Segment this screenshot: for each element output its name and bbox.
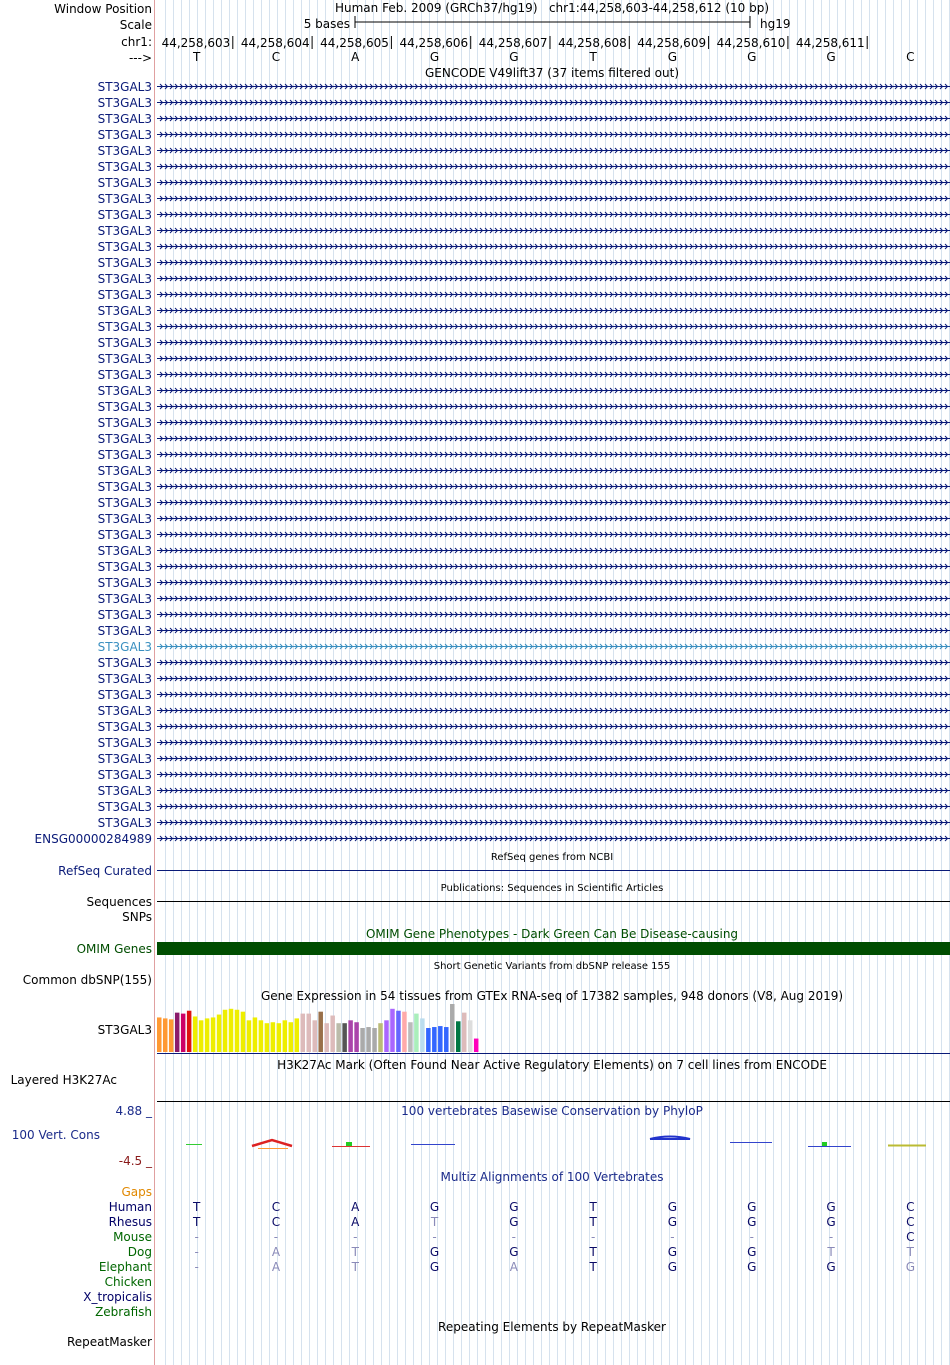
multiz-aligned-base: T xyxy=(589,1260,597,1274)
gtex-tissue-bar[interactable] xyxy=(444,1027,449,1052)
window-position-text: Human Feb. 2009 (GRCh37/hg19) chr1:44,258,603-44,258,612 (10 bp) xyxy=(334,1,770,15)
multiz-aligned-base: A xyxy=(271,1245,281,1259)
gencode-gene-label[interactable]: ST3GAL3 xyxy=(97,512,152,526)
reference-base: C xyxy=(906,50,915,64)
multiz-aligned-base: G xyxy=(667,1245,678,1259)
multiz-aligned-base: G xyxy=(747,1200,757,1214)
gencode-gene-label[interactable]: ST3GAL3 xyxy=(97,368,152,382)
gencode-transcript[interactable] xyxy=(157,116,950,121)
gencode-gene-label[interactable]: ST3GAL3 xyxy=(97,256,152,270)
multiz-aligned-base: - xyxy=(194,1245,199,1259)
gencode-gene-label[interactable]: ST3GAL3 xyxy=(97,592,152,606)
multiz-aligned-base: G xyxy=(667,1260,678,1274)
gencode-gene-label[interactable]: ST3GAL3 xyxy=(97,800,152,814)
multiz-aligned-base: G xyxy=(667,1200,678,1214)
gtex-tissue-bar[interactable] xyxy=(390,1009,395,1052)
reference-base: G xyxy=(667,50,678,64)
gencode-transcript[interactable] xyxy=(157,580,950,585)
gencode-transcript[interactable] xyxy=(157,516,950,521)
multiz-track-title[interactable]: Multiz Alignments of 100 Vertebrates xyxy=(440,1170,664,1184)
gencode-transcript[interactable] xyxy=(157,820,950,825)
gencode-transcript[interactable] xyxy=(157,692,950,697)
multiz-species-label[interactable]: Rhesus xyxy=(108,1215,152,1229)
reference-base: A xyxy=(351,50,360,64)
gtex-tissue-bar[interactable] xyxy=(181,1014,186,1052)
gencode-gene-label[interactable]: ST3GAL3 xyxy=(97,576,152,590)
ruler-position-label: 44,258,606 xyxy=(399,36,469,50)
multiz-aligned-base: G xyxy=(747,1260,757,1274)
multiz-aligned-base: G xyxy=(826,1260,836,1274)
gencode-gene-label[interactable]: ST3GAL3 xyxy=(97,208,152,222)
gencode-transcript[interactable] xyxy=(157,372,950,377)
gencode-gene-label[interactable]: ST3GAL3 xyxy=(97,672,152,686)
gencode-transcript[interactable] xyxy=(157,452,950,457)
gtex-tissue-bar[interactable] xyxy=(366,1027,371,1052)
gencode-transcript[interactable] xyxy=(157,212,950,217)
reference-base: T xyxy=(192,50,201,64)
gtex-tissue-bar[interactable] xyxy=(265,1023,270,1052)
gtex-tissue-bar[interactable] xyxy=(420,1018,425,1052)
gencode-transcript[interactable] xyxy=(157,756,950,761)
gencode-gene-label[interactable]: ST3GAL3 xyxy=(97,160,152,174)
gencode-transcript[interactable] xyxy=(157,500,950,505)
multiz-aligned-base: G xyxy=(667,1215,678,1229)
gencode-gene-label[interactable]: ST3GAL3 xyxy=(97,816,152,830)
gtex-tissue-bar[interactable] xyxy=(199,1020,204,1052)
multiz-gaps-label[interactable]: Gaps xyxy=(121,1185,152,1199)
gencode-transcript[interactable] xyxy=(157,628,950,633)
ruler-position-label: 44,258,608 xyxy=(558,36,627,50)
h3k27ac-track-title[interactable]: H3K27Ac Mark (Often Found Near Active Regulatory Elements) on 7 cell lines from ENCODE xyxy=(277,1058,827,1072)
refseq-track-title[interactable]: RefSeq genes from NCBI xyxy=(490,852,614,863)
multiz-aligned-base: T xyxy=(589,1215,597,1229)
gtex-tissue-bar[interactable] xyxy=(229,1009,234,1052)
gencode-transcript[interactable] xyxy=(157,132,950,137)
gtex-tissue-bar[interactable] xyxy=(396,1011,401,1052)
multiz-aligned-base: T xyxy=(827,1245,835,1259)
gencode-transcript[interactable] xyxy=(157,180,950,185)
omim-track-title[interactable]: OMIM Gene Phenotypes - Dark Green Can Be Disease-causing xyxy=(365,927,739,941)
gtex-tissue-bar[interactable] xyxy=(205,1018,210,1052)
gtex-tissue-bar[interactable] xyxy=(348,1020,353,1052)
multiz-aligned-base: G xyxy=(429,1245,440,1259)
gtex-tissue-bar[interactable] xyxy=(336,1023,341,1052)
gtex-tissue-bar[interactable] xyxy=(414,1014,419,1052)
gencode-transcript[interactable] xyxy=(157,548,950,553)
gtex-tissue-bar[interactable] xyxy=(223,1010,228,1052)
gencode-transcript[interactable] xyxy=(157,100,950,105)
multiz-aligned-base: - xyxy=(511,1230,517,1244)
multiz-aligned-base: - xyxy=(670,1230,675,1244)
omim-gene-bar[interactable] xyxy=(157,942,950,955)
gencode-track-title[interactable]: GENCODE V49lift37 (37 items filtered out) xyxy=(424,66,680,80)
base-position-ruler[interactable] xyxy=(162,36,868,50)
ruler-position-label: 44,258,611 xyxy=(795,36,865,50)
gencode-gene-label[interactable]: ST3GAL3 xyxy=(97,720,152,734)
gencode-gene-label[interactable]: ST3GAL3 xyxy=(97,656,152,670)
multiz-aligned-base: - xyxy=(194,1230,199,1244)
gencode-gene-label[interactable]: ST3GAL3 xyxy=(97,144,152,158)
multiz-species-label[interactable]: Zebrafish xyxy=(95,1305,152,1319)
gtex-tissue-bar[interactable] xyxy=(432,1027,437,1052)
reference-base: G xyxy=(747,50,757,64)
gtex-tissue-bar[interactable] xyxy=(426,1028,431,1052)
multiz-aligned-base: G xyxy=(429,1200,440,1214)
gencode-gene-label[interactable]: ST3GAL3 xyxy=(97,304,152,318)
gencode-transcript[interactable] xyxy=(157,340,950,345)
gencode-gene-label[interactable]: ST3GAL3 xyxy=(97,560,152,574)
phylop-max-label: 4.88 _ xyxy=(115,1104,152,1118)
gencode-transcript[interactable] xyxy=(157,804,950,809)
gencode-gene-label[interactable]: ST3GAL3 xyxy=(97,752,152,766)
multiz-aligned-base: A xyxy=(271,1260,281,1274)
multiz-aligned-base: C xyxy=(271,1215,281,1229)
gtex-tissue-bar[interactable] xyxy=(235,1010,240,1052)
gencode-gene-label[interactable]: ST3GAL3 xyxy=(97,112,152,126)
gencode-transcript[interactable] xyxy=(157,164,950,169)
scale-db: hg19 xyxy=(760,17,791,31)
gtex-tissue-bar[interactable] xyxy=(438,1026,443,1052)
gencode-transcript[interactable] xyxy=(157,468,950,473)
gencode-transcript[interactable] xyxy=(157,724,950,729)
gencode-transcript[interactable] xyxy=(157,292,950,297)
gtex-tissue-bar[interactable] xyxy=(312,1020,317,1052)
gencode-gene-label[interactable]: ST3GAL3 xyxy=(97,736,152,750)
gtex-tissue-bar[interactable] xyxy=(157,1017,162,1052)
multiz-aligned-base: C xyxy=(906,1215,915,1229)
publications-track-title[interactable]: Publications: Sequences in Scientific Articles xyxy=(440,883,664,894)
gencode-transcript[interactable] xyxy=(157,148,950,153)
gencode-gene-label[interactable]: ST3GAL3 xyxy=(97,528,152,542)
multiz-aligned-base: - xyxy=(432,1230,437,1244)
gtex-tissue-bar[interactable] xyxy=(283,1020,288,1052)
gencode-gene-label[interactable]: ST3GAL3 xyxy=(97,704,152,718)
gencode-gene-label[interactable]: ST3GAL3 xyxy=(97,624,152,638)
gtex-tissue-bar[interactable] xyxy=(402,1012,407,1052)
multiz-species-label[interactable]: Chicken xyxy=(104,1275,152,1289)
gtex-tissue-bar[interactable] xyxy=(307,1014,312,1052)
gtex-tissue-bar[interactable] xyxy=(456,1021,461,1052)
gencode-gene-label[interactable]: ST3GAL3 xyxy=(97,768,152,782)
gencode-gene-label[interactable]: ST3GAL3 xyxy=(97,80,152,94)
gencode-gene-label[interactable]: ST3GAL3 xyxy=(97,784,152,798)
multiz-aligned-base: - xyxy=(353,1230,358,1244)
phylop-track-title[interactable]: 100 vertebrates Basewise Conservation by PhyloP xyxy=(401,1104,703,1118)
gencode-transcript[interactable] xyxy=(157,420,950,425)
gtex-tissue-bar[interactable] xyxy=(372,1028,377,1052)
gencode-transcript[interactable] xyxy=(157,260,950,265)
gencode-transcript[interactable] xyxy=(157,196,950,201)
gtex-tissue-bar[interactable] xyxy=(187,1011,192,1052)
gencode-gene-label[interactable]: ST3GAL3 xyxy=(97,352,152,366)
multiz-aligned-base: - xyxy=(194,1260,199,1274)
window-position-label[interactable]: Window Position xyxy=(54,2,152,16)
multiz-aligned-base: G xyxy=(509,1245,519,1259)
gencode-gene-label[interactable]: ST3GAL3 xyxy=(97,416,152,430)
gtex-tissue-bar[interactable] xyxy=(324,1023,329,1052)
gencode-transcript[interactable] xyxy=(157,244,950,249)
scale-bar xyxy=(355,16,750,28)
multiz-aligned-base: G xyxy=(747,1245,757,1259)
gencode-gene-label[interactable]: ST3GAL3 xyxy=(97,688,152,702)
gencode-transcript[interactable] xyxy=(157,612,950,617)
gencode-transcript[interactable] xyxy=(157,436,950,441)
gtex-tissue-bar[interactable] xyxy=(277,1023,282,1052)
reference-base: G xyxy=(509,50,519,64)
ruler-position-label: 44,258,609 xyxy=(637,36,707,50)
publications-track-label[interactable]: Sequences xyxy=(86,895,152,909)
multiz-aligned-base: - xyxy=(828,1230,834,1244)
gencode-gene-label[interactable]: ST3GAL3 xyxy=(97,448,152,462)
multiz-aligned-base: C xyxy=(906,1200,915,1214)
gencode-gene-label[interactable]: ST3GAL3 xyxy=(97,640,152,654)
gencode-transcript[interactable] xyxy=(157,772,950,777)
gtex-tissue-bar[interactable] xyxy=(217,1015,222,1052)
gtex-tissue-bar[interactable] xyxy=(342,1023,347,1052)
gencode-transcript[interactable] xyxy=(157,324,950,329)
multiz-species-label[interactable]: Mouse xyxy=(113,1230,152,1244)
gencode-transcript[interactable] xyxy=(157,708,950,713)
multiz-aligned-base: A xyxy=(351,1200,360,1214)
gtex-tissue-bar[interactable] xyxy=(163,1018,168,1052)
multiz-aligned-base: T xyxy=(589,1245,597,1259)
reference-base: G xyxy=(429,50,440,64)
gencode-gene-label[interactable]: ST3GAL3 xyxy=(97,464,152,478)
multiz-aligned-base: C xyxy=(271,1200,281,1214)
gencode-gene-label-ensg[interactable]: ENSG00000284989 xyxy=(34,832,152,846)
reference-base: C xyxy=(271,50,281,64)
gencode-transcript[interactable] xyxy=(157,484,950,489)
gencode-gene-label[interactable]: ST3GAL3 xyxy=(97,336,152,350)
gtex-tissue-bar[interactable] xyxy=(450,1004,455,1052)
reference-base: G xyxy=(826,50,836,64)
strand-label[interactable]: ---> xyxy=(128,51,152,65)
ruler-position-label: 44,258,603 xyxy=(161,36,231,50)
gencode-gene-label[interactable]: ST3GAL3 xyxy=(97,128,152,142)
gencode-transcript[interactable] xyxy=(157,564,950,569)
gencode-gene-label[interactable]: ST3GAL3 xyxy=(97,224,152,238)
multiz-aligned-base: G xyxy=(826,1200,836,1214)
gencode-gene-label[interactable]: ST3GAL3 xyxy=(97,432,152,446)
multiz-aligned-base: - xyxy=(273,1230,279,1244)
gencode-transcript[interactable] xyxy=(157,532,950,537)
gencode-gene-label[interactable]: ST3GAL3 xyxy=(97,384,152,398)
ruler-position-label: 44,258,604 xyxy=(240,36,310,50)
gencode-transcript[interactable] xyxy=(157,84,950,89)
ruler-position-label: 44,258,605 xyxy=(320,36,389,50)
gencode-transcript[interactable] xyxy=(157,356,950,361)
reference-bases xyxy=(192,50,915,64)
gencode-gene-label[interactable]: ST3GAL3 xyxy=(97,400,152,414)
gtex-tissue-bar[interactable] xyxy=(474,1039,479,1052)
gtex-tissue-bar[interactable] xyxy=(384,1020,389,1052)
multiz-aligned-base: C xyxy=(906,1230,915,1244)
multiz-aligned-base: A xyxy=(509,1260,518,1274)
gtex-tissue-bar[interactable] xyxy=(211,1017,216,1052)
gtex-tissue-bar[interactable] xyxy=(462,1013,467,1052)
dbsnp-track-label[interactable]: Common dbSNP(155) xyxy=(22,973,152,987)
multiz-aligned-base: G xyxy=(509,1215,519,1229)
multiz-species-label[interactable]: Human xyxy=(108,1200,152,1214)
multiz-aligned-base: G xyxy=(429,1260,440,1274)
gtex-tissue-bar[interactable] xyxy=(193,1016,198,1052)
multiz-species-label[interactable]: Dog xyxy=(127,1245,152,1259)
gtex-tissue-bar[interactable] xyxy=(318,1012,323,1052)
gencode-gene-label[interactable]: ST3GAL3 xyxy=(97,240,152,254)
multiz-species-label[interactable]: Elephant xyxy=(98,1260,152,1274)
gtex-track-label[interactable]: ST3GAL3 xyxy=(97,1023,152,1037)
multiz-aligned-base: G xyxy=(905,1260,916,1274)
h3k27ac-track-label[interactable]: Layered H3K27Ac xyxy=(10,1073,117,1087)
dbsnp-track-title[interactable]: Short Genetic Variants from dbSNP release 155 xyxy=(433,961,671,972)
gtex-tissue-bar[interactable] xyxy=(247,1020,252,1052)
multiz-aligned-base: - xyxy=(590,1230,596,1244)
gtex-tissue-bar[interactable] xyxy=(289,1022,294,1052)
gtex-tissue-bar[interactable] xyxy=(354,1022,359,1052)
gtex-tissue-bar[interactable] xyxy=(271,1022,276,1052)
multiz-aligned-base: T xyxy=(430,1215,439,1229)
gtex-tissue-bar[interactable] xyxy=(253,1017,258,1052)
gencode-transcript[interactable] xyxy=(157,644,950,649)
gencode-gene-label[interactable]: ST3GAL3 xyxy=(97,176,152,190)
gtex-tissue-bar[interactable] xyxy=(468,1020,473,1052)
multiz-aligned-base: G xyxy=(826,1215,836,1229)
multiz-aligned-base: G xyxy=(747,1215,757,1229)
phylop-track-label[interactable]: 100 Vert. Cons xyxy=(11,1128,100,1142)
multiz-species-label[interactable]: X_tropicalis xyxy=(83,1290,152,1304)
phylop-signal[interactable] xyxy=(186,1137,926,1149)
phylop-min-label: -4.5 _ xyxy=(118,1154,152,1168)
multiz-aligned-base: T xyxy=(351,1260,359,1274)
multiz-aligned-base: T xyxy=(351,1245,359,1259)
gencode-transcript[interactable] xyxy=(157,836,950,841)
gtex-tissue-bar[interactable] xyxy=(175,1013,180,1052)
multiz-aligned-base: G xyxy=(509,1200,519,1214)
gtex-tissue-bar[interactable] xyxy=(330,1016,335,1052)
gencode-gene-label[interactable]: ST3GAL3 xyxy=(97,272,152,286)
gtex-tissue-bar[interactable] xyxy=(360,1028,365,1052)
gencode-transcript[interactable] xyxy=(157,308,950,313)
gencode-gene-label[interactable]: ST3GAL3 xyxy=(97,496,152,510)
gtex-tissue-bar[interactable] xyxy=(259,1020,264,1052)
gencode-gene-label[interactable]: ST3GAL3 xyxy=(97,480,152,494)
multiz-aligned-base: T xyxy=(192,1215,201,1229)
gtex-tissue-bar[interactable] xyxy=(408,1022,413,1052)
gencode-transcript[interactable] xyxy=(157,276,950,281)
omim-track-label[interactable]: OMIM Genes xyxy=(76,942,152,956)
ruler-position-label: 44,258,607 xyxy=(478,36,548,50)
scale-label[interactable]: Scale xyxy=(119,18,152,32)
multiz-aligned-base: - xyxy=(749,1230,754,1244)
gtex-tissue-bar[interactable] xyxy=(378,1023,383,1052)
gtex-tissue-bar[interactable] xyxy=(301,1014,306,1052)
chrom-label[interactable]: chr1: xyxy=(121,35,152,49)
repeatmasker-track-label[interactable]: RepeatMasker xyxy=(66,1335,152,1349)
scale-text: 5 bases xyxy=(303,17,350,31)
gencode-gene-label[interactable]: ST3GAL3 xyxy=(97,544,152,558)
gencode-transcript[interactable] xyxy=(157,388,950,393)
gencode-transcript[interactable] xyxy=(157,788,950,793)
gencode-transcript[interactable] xyxy=(157,596,950,601)
gencode-gene-label[interactable]: ST3GAL3 xyxy=(97,288,152,302)
multiz-aligned-base: T xyxy=(192,1200,201,1214)
gtex-tissue-bar[interactable] xyxy=(169,1019,174,1052)
multiz-aligned-base: A xyxy=(351,1215,360,1229)
gtex-tissue-bar[interactable] xyxy=(241,1012,246,1052)
gencode-transcript[interactable] xyxy=(157,660,950,665)
gencode-gene-label[interactable]: ST3GAL3 xyxy=(97,96,152,110)
gtex-tissue-bar[interactable] xyxy=(295,1018,300,1052)
gencode-transcript[interactable] xyxy=(157,228,950,233)
ruler-position-label: 44,258,610 xyxy=(716,36,786,50)
gtex-track-title[interactable]: Gene Expression in 54 tissues from GTEx RNA-seq of 17382 samples, 948 donors (V8, Aug 2019) xyxy=(260,989,844,1003)
multiz-aligned-base: T xyxy=(906,1245,915,1259)
gencode-gene-label[interactable]: ST3GAL3 xyxy=(97,192,152,206)
snps-track-label[interactable]: SNPs xyxy=(122,910,152,924)
gencode-gene-label[interactable]: ST3GAL3 xyxy=(97,320,152,334)
gencode-transcript[interactable] xyxy=(157,676,950,681)
gencode-transcript[interactable] xyxy=(157,404,950,409)
gencode-gene-label[interactable]: ST3GAL3 xyxy=(97,608,152,622)
repeatmasker-track-title[interactable]: Repeating Elements by RepeatMasker xyxy=(438,1320,666,1334)
multiz-aligned-base: T xyxy=(589,1200,597,1214)
reference-base: T xyxy=(589,50,597,64)
gencode-transcript[interactable] xyxy=(157,740,950,745)
refseq-track-label[interactable]: RefSeq Curated xyxy=(58,864,152,878)
